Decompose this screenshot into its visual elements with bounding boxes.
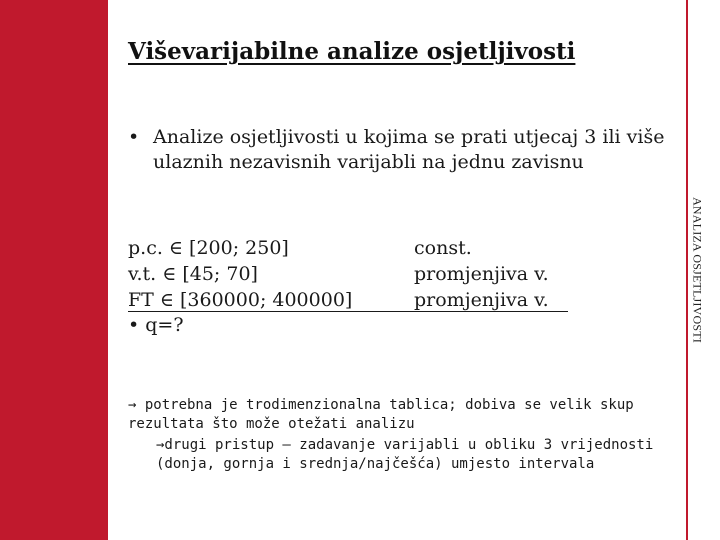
note-secondary: →drugi pristup – zadavanje varijabli u obliku 3 vrijednosti (donja, gornja i srednja/najčešća) umjesto intervala [156,437,654,472]
bullet-item [128,125,673,175]
note-primary: → potrebna je trodimenzionalna tablica; dobiva se velik skup rezultata što može otežati analizu [128,397,634,432]
slide-title: Viševarijabilne analize osjetljivosti [128,38,576,65]
question-item: • q=? [128,314,184,336]
variable-range: FT ∈ [360000; 400000] [128,289,353,311]
bullet-text: Analize osjetljivosti u kojima se prati utjecaj 3 ili više ulaznih nezavisnih varijabli na jednu zavisnu [153,126,665,173]
right-divider-line [686,0,688,540]
variable-row [128,287,568,312]
variable-row [128,261,568,287]
variable-row [128,235,568,261]
vertical-section-label: ANALIZA OSJETLJIVOSTI [690,197,705,343]
variable-list [128,235,568,338]
variable-range: p.c. ∈ [200; 250] [128,237,289,259]
bullet-marker: • [128,126,140,148]
variable-range: v.t. ∈ [45; 70] [128,263,258,285]
variable-type: const. [414,237,472,259]
variable-type: promjenjiva v. [414,289,549,311]
variable-row [128,312,568,338]
variable-type: promjenjiva v. [414,263,549,285]
left-accent-bar [0,0,108,540]
notes-block [128,396,668,474]
